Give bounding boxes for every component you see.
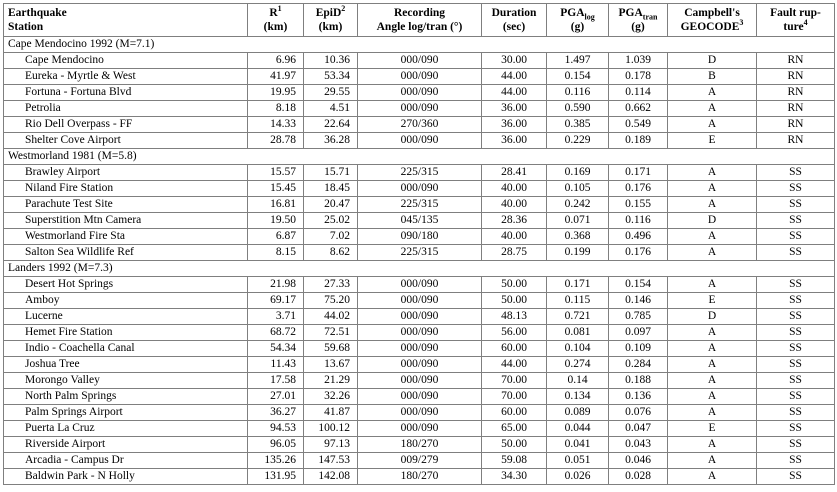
earthquake-group-row bbox=[4, 37, 835, 53]
duration-value: 36.00 bbox=[482, 101, 547, 117]
epid-value: 27.33 bbox=[304, 277, 358, 293]
epid-value: 44.02 bbox=[304, 309, 358, 325]
pga-log-value: 0.051 bbox=[547, 453, 609, 469]
pga-tran-value: 0.178 bbox=[609, 69, 668, 85]
duration-value: 50.00 bbox=[482, 293, 547, 309]
table-row bbox=[4, 277, 835, 293]
pga-log-value: 0.368 bbox=[547, 229, 609, 245]
pga-tran-value: 0.136 bbox=[609, 389, 668, 405]
fault-value: SS bbox=[757, 405, 835, 421]
fault-value: SS bbox=[757, 293, 835, 309]
duration-value: 28.75 bbox=[482, 245, 547, 261]
epid-value: 4.51 bbox=[304, 101, 358, 117]
pga-tran-value: 0.043 bbox=[609, 437, 668, 453]
header-sup: 4 bbox=[803, 18, 808, 28]
pga-tran-value: 0.785 bbox=[609, 309, 668, 325]
fault-value: SS bbox=[757, 389, 835, 405]
table-row bbox=[4, 229, 835, 245]
fault-value: SS bbox=[757, 165, 835, 181]
header-sup: 2 bbox=[341, 4, 346, 14]
pga-tran-value: 0.189 bbox=[609, 133, 668, 149]
pga-log-value: 0.026 bbox=[547, 469, 609, 485]
pga-tran-value: 1.039 bbox=[609, 53, 668, 69]
epid-value: 53.34 bbox=[304, 69, 358, 85]
table-row bbox=[4, 245, 835, 261]
epid-value: 7.02 bbox=[304, 229, 358, 245]
geocode-value: A bbox=[668, 117, 757, 133]
table-row bbox=[4, 69, 835, 85]
geocode-value: A bbox=[668, 85, 757, 101]
header-line2: (g) bbox=[570, 21, 585, 33]
header-line1: Fault rup- bbox=[770, 7, 821, 19]
header-line2: Station bbox=[8, 21, 44, 33]
table-row bbox=[4, 53, 835, 69]
table-row bbox=[4, 453, 835, 469]
header-line2: ture bbox=[783, 21, 804, 33]
fault-value: SS bbox=[757, 373, 835, 389]
geocode-value: A bbox=[668, 325, 757, 341]
geocode-value: D bbox=[668, 309, 757, 325]
station-name: Shelter Cove Airport bbox=[4, 133, 248, 149]
angle-value: 009/279 bbox=[358, 453, 482, 469]
r-value: 94.53 bbox=[248, 421, 304, 437]
r-value: 36.27 bbox=[248, 405, 304, 421]
fault-value: SS bbox=[757, 325, 835, 341]
fault-value: RN bbox=[757, 85, 835, 101]
fault-value: SS bbox=[757, 341, 835, 357]
table-row bbox=[4, 117, 835, 133]
r-value: 19.50 bbox=[248, 213, 304, 229]
table-row bbox=[4, 341, 835, 357]
r-value: 3.71 bbox=[248, 309, 304, 325]
fault-value: SS bbox=[757, 469, 835, 485]
angle-value: 000/090 bbox=[358, 421, 482, 437]
fault-value: SS bbox=[757, 453, 835, 469]
epid-value: 100.12 bbox=[304, 421, 358, 437]
header-line2: (km) bbox=[263, 21, 288, 33]
header-sub: tran bbox=[642, 12, 658, 22]
r-value: 41.97 bbox=[248, 69, 304, 85]
epid-value: 21.29 bbox=[304, 373, 358, 389]
geocode-value: A bbox=[668, 341, 757, 357]
angle-value: 000/090 bbox=[358, 181, 482, 197]
geocode-value: A bbox=[668, 405, 757, 421]
col-header-angle bbox=[358, 4, 482, 37]
table-row bbox=[4, 373, 835, 389]
geocode-value: D bbox=[668, 213, 757, 229]
station-name: Westmorland Fire Sta bbox=[4, 229, 248, 245]
header-line2: GEOCODE bbox=[680, 21, 740, 33]
angle-value: 180/270 bbox=[358, 469, 482, 485]
pga-log-value: 0.154 bbox=[547, 69, 609, 85]
epid-value: 75.20 bbox=[304, 293, 358, 309]
station-name: Eureka - Myrtle & West bbox=[4, 69, 248, 85]
pga-tran-value: 0.284 bbox=[609, 357, 668, 373]
r-value: 28.78 bbox=[248, 133, 304, 149]
header-line1: Duration bbox=[491, 7, 537, 19]
duration-value: 36.00 bbox=[482, 133, 547, 149]
duration-value: 70.00 bbox=[482, 373, 547, 389]
earthquake-title: Cape Mendocino 1992 (M=7.1) bbox=[4, 37, 835, 53]
earthquake-records-table bbox=[3, 3, 835, 485]
header-sup: 3 bbox=[739, 18, 744, 28]
duration-value: 65.00 bbox=[482, 421, 547, 437]
geocode-value: D bbox=[668, 53, 757, 69]
fault-value: SS bbox=[757, 421, 835, 437]
duration-value: 44.00 bbox=[482, 69, 547, 85]
fault-value: SS bbox=[757, 181, 835, 197]
r-value: 15.57 bbox=[248, 165, 304, 181]
header-row bbox=[4, 4, 835, 37]
epid-value: 36.28 bbox=[304, 133, 358, 149]
table-row bbox=[4, 293, 835, 309]
pga-log-value: 0.104 bbox=[547, 341, 609, 357]
pga-tran-value: 0.114 bbox=[609, 85, 668, 101]
geocode-value: A bbox=[668, 373, 757, 389]
pga-tran-value: 0.154 bbox=[609, 277, 668, 293]
duration-value: 60.00 bbox=[482, 405, 547, 421]
duration-value: 60.00 bbox=[482, 341, 547, 357]
duration-value: 44.00 bbox=[482, 357, 547, 373]
table-row bbox=[4, 133, 835, 149]
header-sub: log bbox=[584, 12, 595, 22]
geocode-value: E bbox=[668, 421, 757, 437]
station-name: Hemet Fire Station bbox=[4, 325, 248, 341]
pga-log-value: 0.14 bbox=[547, 373, 609, 389]
geocode-value: A bbox=[668, 245, 757, 261]
duration-value: 59.08 bbox=[482, 453, 547, 469]
pga-log-value: 0.274 bbox=[547, 357, 609, 373]
pga-log-value: 0.116 bbox=[547, 85, 609, 101]
angle-value: 225/315 bbox=[358, 165, 482, 181]
angle-value: 000/090 bbox=[358, 325, 482, 341]
table-row bbox=[4, 165, 835, 181]
pga-tran-value: 0.662 bbox=[609, 101, 668, 117]
station-name: Niland Fire Station bbox=[4, 181, 248, 197]
header-line1: PGA bbox=[618, 7, 643, 19]
duration-value: 36.00 bbox=[482, 117, 547, 133]
epid-value: 18.45 bbox=[304, 181, 358, 197]
earthquake-title: Westmorland 1981 (M=5.8) bbox=[4, 149, 835, 165]
station-name: Lucerne bbox=[4, 309, 248, 325]
table-row bbox=[4, 85, 835, 101]
duration-value: 50.00 bbox=[482, 437, 547, 453]
table-row bbox=[4, 213, 835, 229]
table-row bbox=[4, 421, 835, 437]
pga-log-value: 0.171 bbox=[547, 277, 609, 293]
geocode-value: A bbox=[668, 101, 757, 117]
angle-value: 000/090 bbox=[358, 69, 482, 85]
angle-value: 225/315 bbox=[358, 197, 482, 213]
geocode-value: E bbox=[668, 133, 757, 149]
pga-tran-value: 0.047 bbox=[609, 421, 668, 437]
epid-value: 8.62 bbox=[304, 245, 358, 261]
r-value: 135.26 bbox=[248, 453, 304, 469]
table-body bbox=[4, 37, 835, 485]
angle-value: 000/090 bbox=[358, 277, 482, 293]
geocode-value: A bbox=[668, 389, 757, 405]
col-header-r bbox=[248, 4, 304, 37]
station-name: Rio Dell Overpass - FF bbox=[4, 117, 248, 133]
pga-tran-value: 0.109 bbox=[609, 341, 668, 357]
col-header-pga-tran bbox=[609, 4, 668, 37]
header-line2: (km) bbox=[318, 21, 343, 33]
station-name: North Palm Springs bbox=[4, 389, 248, 405]
pga-log-value: 0.081 bbox=[547, 325, 609, 341]
station-name: Fortuna - Fortuna Blvd bbox=[4, 85, 248, 101]
epid-value: 142.08 bbox=[304, 469, 358, 485]
r-value: 96.05 bbox=[248, 437, 304, 453]
station-name: Desert Hot Springs bbox=[4, 277, 248, 293]
header-line1: R bbox=[269, 7, 278, 19]
header-line1: Earthquake bbox=[8, 7, 67, 19]
angle-value: 000/090 bbox=[358, 53, 482, 69]
r-value: 69.17 bbox=[248, 293, 304, 309]
table-row bbox=[4, 405, 835, 421]
fault-value: SS bbox=[757, 357, 835, 373]
angle-value: 225/315 bbox=[358, 245, 482, 261]
header-line2: (g) bbox=[631, 21, 645, 33]
fault-value: SS bbox=[757, 229, 835, 245]
geocode-value: A bbox=[668, 229, 757, 245]
angle-value: 090/180 bbox=[358, 229, 482, 245]
angle-value: 000/090 bbox=[358, 357, 482, 373]
col-header-epid bbox=[304, 4, 358, 37]
station-name: Joshua Tree bbox=[4, 357, 248, 373]
geocode-value: A bbox=[668, 197, 757, 213]
epid-value: 22.64 bbox=[304, 117, 358, 133]
r-value: 14.33 bbox=[248, 117, 304, 133]
angle-value: 045/135 bbox=[358, 213, 482, 229]
r-value: 16.81 bbox=[248, 197, 304, 213]
station-name: Petrolia bbox=[4, 101, 248, 117]
header-line2: Angle log/tran (°) bbox=[376, 21, 463, 33]
table-row bbox=[4, 437, 835, 453]
station-name: Baldwin Park - N Holly bbox=[4, 469, 248, 485]
r-value: 11.43 bbox=[248, 357, 304, 373]
pga-log-value: 1.497 bbox=[547, 53, 609, 69]
pga-tran-value: 0.496 bbox=[609, 229, 668, 245]
col-header-fault bbox=[757, 4, 835, 37]
fault-value: RN bbox=[757, 69, 835, 85]
station-name: Puerta La Cruz bbox=[4, 421, 248, 437]
geocode-value: A bbox=[668, 357, 757, 373]
geocode-value: A bbox=[668, 453, 757, 469]
table-row bbox=[4, 389, 835, 405]
station-name: Brawley Airport bbox=[4, 165, 248, 181]
epid-value: 13.67 bbox=[304, 357, 358, 373]
duration-value: 28.36 bbox=[482, 213, 547, 229]
header-line2: (sec) bbox=[502, 21, 526, 33]
fault-value: SS bbox=[757, 277, 835, 293]
fault-value: SS bbox=[757, 309, 835, 325]
geocode-value: E bbox=[668, 293, 757, 309]
epid-value: 10.36 bbox=[304, 53, 358, 69]
pga-log-value: 0.041 bbox=[547, 437, 609, 453]
r-value: 19.95 bbox=[248, 85, 304, 101]
station-name: Salton Sea Wildlife Ref bbox=[4, 245, 248, 261]
pga-tran-value: 0.176 bbox=[609, 181, 668, 197]
col-header-pga-log bbox=[547, 4, 609, 37]
epid-value: 15.71 bbox=[304, 165, 358, 181]
table-row bbox=[4, 197, 835, 213]
r-value: 6.87 bbox=[248, 229, 304, 245]
epid-value: 25.02 bbox=[304, 213, 358, 229]
pga-tran-value: 0.188 bbox=[609, 373, 668, 389]
epid-value: 41.87 bbox=[304, 405, 358, 421]
table-row bbox=[4, 181, 835, 197]
angle-value: 000/090 bbox=[358, 389, 482, 405]
earthquake-title: Landers 1992 (M=7.3) bbox=[4, 261, 835, 277]
station-name: Arcadia - Campus Dr bbox=[4, 453, 248, 469]
col-header-duration bbox=[482, 4, 547, 37]
header-line1: Campbell's bbox=[684, 7, 740, 19]
fault-value: RN bbox=[757, 133, 835, 149]
pga-tran-value: 0.146 bbox=[609, 293, 668, 309]
pga-log-value: 0.115 bbox=[547, 293, 609, 309]
station-name: Cape Mendocino bbox=[4, 53, 248, 69]
duration-value: 40.00 bbox=[482, 197, 547, 213]
angle-value: 000/090 bbox=[358, 373, 482, 389]
pga-log-value: 0.134 bbox=[547, 389, 609, 405]
duration-value: 48.13 bbox=[482, 309, 547, 325]
angle-value: 000/090 bbox=[358, 101, 482, 117]
station-name: Morongo Valley bbox=[4, 373, 248, 389]
pga-log-value: 0.242 bbox=[547, 197, 609, 213]
station-name: Riverside Airport bbox=[4, 437, 248, 453]
fault-value: RN bbox=[757, 101, 835, 117]
r-value: 8.18 bbox=[248, 101, 304, 117]
duration-value: 70.00 bbox=[482, 389, 547, 405]
table-row bbox=[4, 469, 835, 485]
r-value: 21.98 bbox=[248, 277, 304, 293]
fault-value: SS bbox=[757, 197, 835, 213]
geocode-value: A bbox=[668, 277, 757, 293]
duration-value: 34.30 bbox=[482, 469, 547, 485]
table-row bbox=[4, 101, 835, 117]
pga-log-value: 0.590 bbox=[547, 101, 609, 117]
fault-value: RN bbox=[757, 53, 835, 69]
r-value: 68.72 bbox=[248, 325, 304, 341]
header-line1: EpiD bbox=[315, 7, 342, 19]
angle-value: 000/090 bbox=[358, 405, 482, 421]
epid-value: 20.47 bbox=[304, 197, 358, 213]
duration-value: 40.00 bbox=[482, 181, 547, 197]
geocode-value: B bbox=[668, 69, 757, 85]
duration-value: 44.00 bbox=[482, 85, 547, 101]
pga-log-value: 0.071 bbox=[547, 213, 609, 229]
fault-value: SS bbox=[757, 437, 835, 453]
r-value: 6.96 bbox=[248, 53, 304, 69]
pga-tran-value: 0.176 bbox=[609, 245, 668, 261]
earthquake-group-row bbox=[4, 149, 835, 165]
pga-log-value: 0.385 bbox=[547, 117, 609, 133]
duration-value: 28.41 bbox=[482, 165, 547, 181]
angle-value: 000/090 bbox=[358, 309, 482, 325]
fault-value: RN bbox=[757, 117, 835, 133]
epid-value: 59.68 bbox=[304, 341, 358, 357]
angle-value: 270/360 bbox=[358, 117, 482, 133]
station-name: Superstition Mtn Camera bbox=[4, 213, 248, 229]
col-header-station bbox=[4, 4, 248, 37]
epid-value: 72.51 bbox=[304, 325, 358, 341]
header-sup: 1 bbox=[277, 4, 282, 14]
pga-tran-value: 0.549 bbox=[609, 117, 668, 133]
table-row bbox=[4, 325, 835, 341]
epid-value: 32.26 bbox=[304, 389, 358, 405]
station-name: Amboy bbox=[4, 293, 248, 309]
pga-log-value: 0.044 bbox=[547, 421, 609, 437]
angle-value: 000/090 bbox=[358, 85, 482, 101]
pga-tran-value: 0.171 bbox=[609, 165, 668, 181]
pga-log-value: 0.089 bbox=[547, 405, 609, 421]
duration-value: 30.00 bbox=[482, 53, 547, 69]
table-row bbox=[4, 357, 835, 373]
r-value: 27.01 bbox=[248, 389, 304, 405]
fault-value: SS bbox=[757, 245, 835, 261]
pga-tran-value: 0.116 bbox=[609, 213, 668, 229]
r-value: 131.95 bbox=[248, 469, 304, 485]
header-line1: Recording bbox=[393, 7, 446, 19]
r-value: 17.58 bbox=[248, 373, 304, 389]
pga-log-value: 0.169 bbox=[547, 165, 609, 181]
geocode-value: A bbox=[668, 165, 757, 181]
header-line1: PGA bbox=[560, 7, 585, 19]
earthquake-group-row bbox=[4, 261, 835, 277]
pga-log-value: 0.721 bbox=[547, 309, 609, 325]
angle-value: 000/090 bbox=[358, 341, 482, 357]
station-name: Parachute Test Site bbox=[4, 197, 248, 213]
pga-tran-value: 0.097 bbox=[609, 325, 668, 341]
geocode-value: A bbox=[668, 437, 757, 453]
pga-tran-value: 0.028 bbox=[609, 469, 668, 485]
station-name: Indio - Coachella Canal bbox=[4, 341, 248, 357]
epid-value: 97.13 bbox=[304, 437, 358, 453]
col-header-geocode bbox=[668, 4, 757, 37]
table-row bbox=[4, 309, 835, 325]
station-name: Palm Springs Airport bbox=[4, 405, 248, 421]
pga-log-value: 0.199 bbox=[547, 245, 609, 261]
r-value: 54.34 bbox=[248, 341, 304, 357]
epid-value: 29.55 bbox=[304, 85, 358, 101]
angle-value: 000/090 bbox=[358, 133, 482, 149]
duration-value: 40.00 bbox=[482, 229, 547, 245]
pga-tran-value: 0.046 bbox=[609, 453, 668, 469]
duration-value: 56.00 bbox=[482, 325, 547, 341]
duration-value: 50.00 bbox=[482, 277, 547, 293]
pga-log-value: 0.105 bbox=[547, 181, 609, 197]
angle-value: 000/090 bbox=[358, 293, 482, 309]
fault-value: SS bbox=[757, 213, 835, 229]
r-value: 8.15 bbox=[248, 245, 304, 261]
epid-value: 147.53 bbox=[304, 453, 358, 469]
geocode-value: A bbox=[668, 181, 757, 197]
r-value: 15.45 bbox=[248, 181, 304, 197]
pga-tran-value: 0.076 bbox=[609, 405, 668, 421]
pga-tran-value: 0.155 bbox=[609, 197, 668, 213]
geocode-value: A bbox=[668, 469, 757, 485]
angle-value: 180/270 bbox=[358, 437, 482, 453]
pga-log-value: 0.229 bbox=[547, 133, 609, 149]
